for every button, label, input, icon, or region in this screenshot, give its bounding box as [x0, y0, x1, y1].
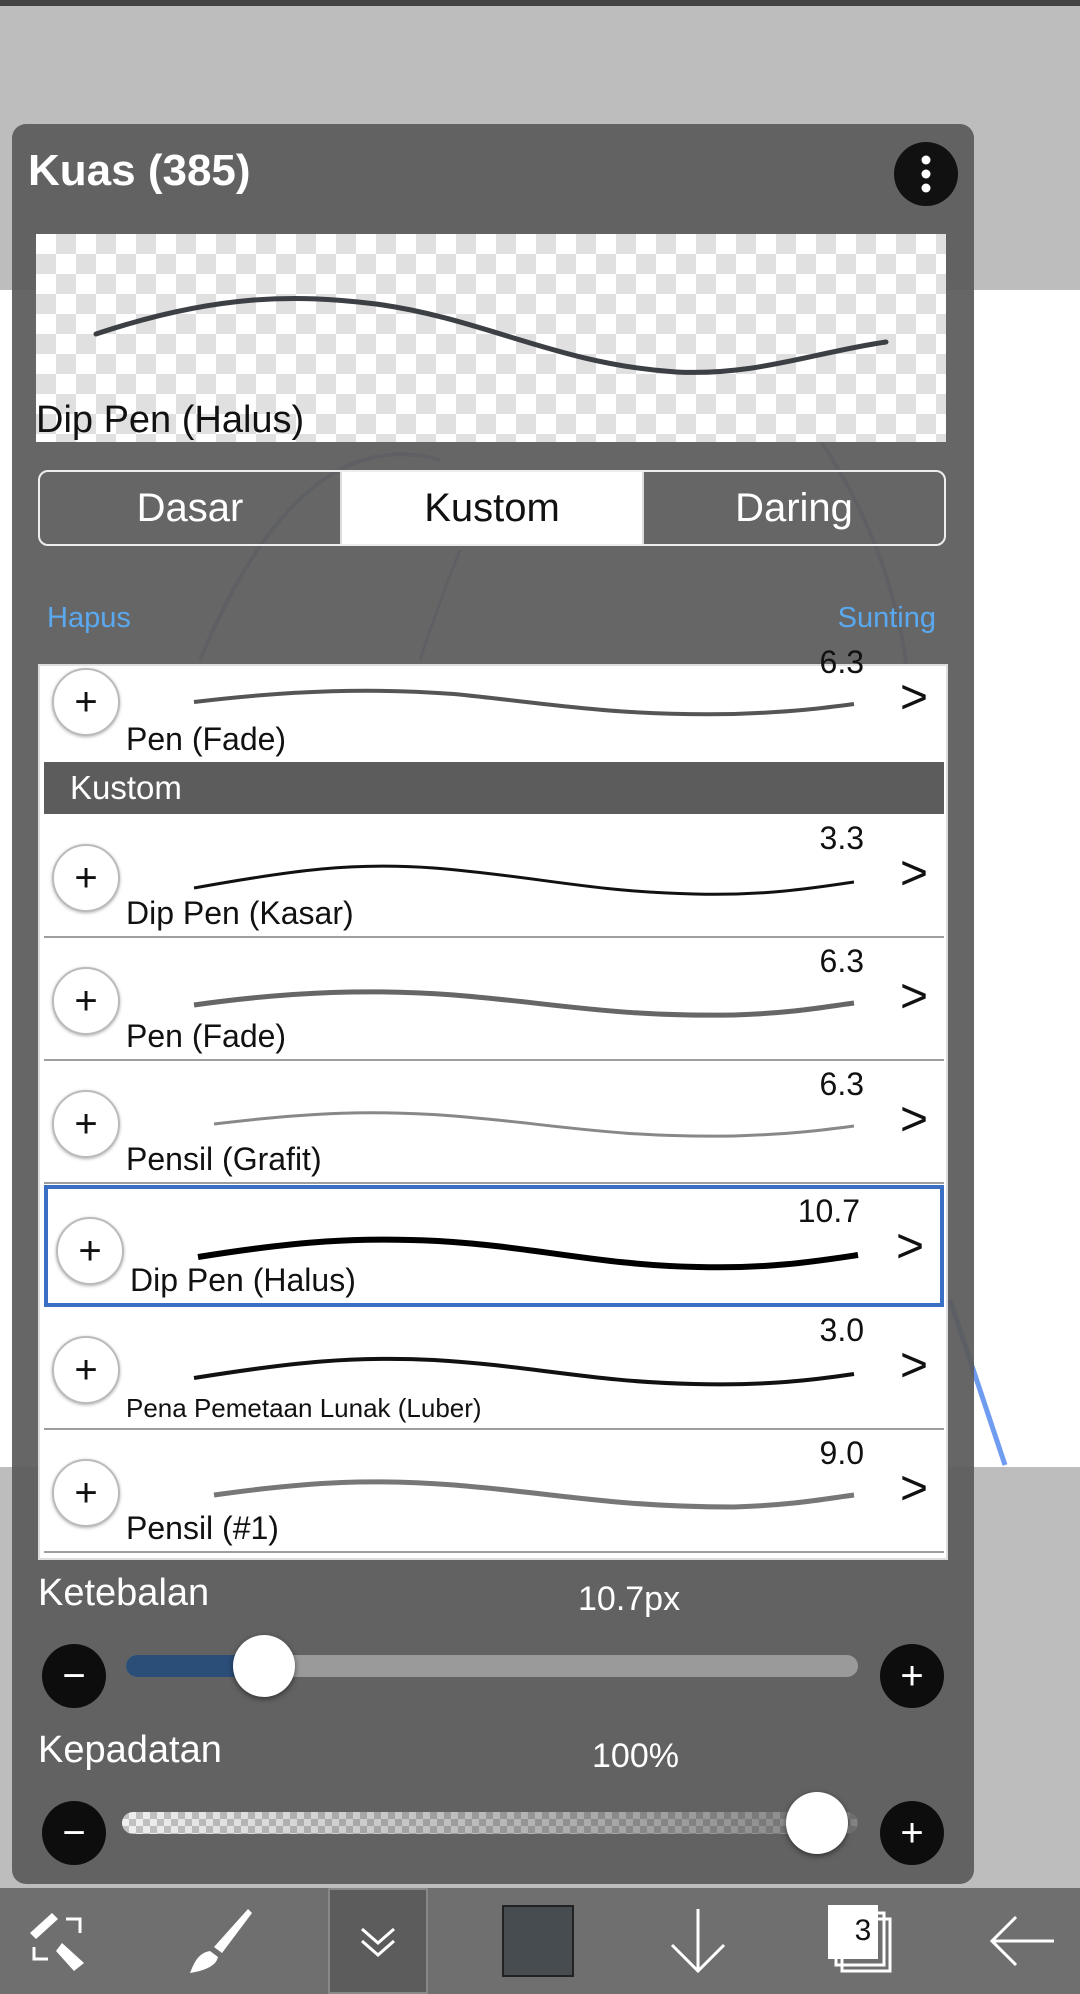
thickness-label: Ketebalan: [38, 1572, 210, 1614]
collapse-icon: [356, 1919, 400, 1963]
list-item[interactable]: [44, 939, 944, 1061]
chevron-right-icon[interactable]: >: [899, 671, 928, 724]
brush-size: 6.3: [819, 1066, 864, 1102]
add-icon[interactable]: +: [52, 668, 120, 736]
panel-title: Kuas (385): [28, 146, 251, 195]
add-icon[interactable]: +: [52, 967, 120, 1035]
chevron-right-icon[interactable]: >: [899, 1339, 928, 1392]
list-item[interactable]: [44, 816, 944, 938]
chevron-right-icon[interactable]: >: [895, 1220, 924, 1273]
section-header: Kustom: [44, 762, 944, 814]
thickness-value: 10.7px: [578, 1580, 681, 1618]
brush-tool-button[interactable]: [168, 1888, 268, 1994]
preview-brush-name: Dip Pen (Halus): [36, 399, 305, 441]
list-item[interactable]: [44, 1062, 944, 1184]
tab-daring[interactable]: Daring: [642, 472, 944, 544]
brush-size: 3.3: [819, 820, 864, 856]
add-icon[interactable]: +: [56, 1217, 124, 1285]
brush-name: Dip Pen (Kasar): [126, 895, 354, 931]
brush-size: 9.0: [819, 1435, 864, 1471]
add-icon[interactable]: +: [52, 1459, 120, 1527]
color-swatch: [502, 1905, 574, 1977]
list-item[interactable]: [44, 1308, 944, 1430]
brush-icon: [178, 1901, 258, 1981]
color-button[interactable]: [488, 1888, 588, 1994]
more-options-button[interactable]: [894, 142, 958, 206]
layer-count: 3: [854, 1914, 872, 1947]
brush-size: 6.3: [819, 644, 864, 680]
add-icon[interactable]: +: [52, 1336, 120, 1404]
back-arrow-icon: [982, 1901, 1062, 1981]
delete-link[interactable]: Hapus: [47, 602, 131, 634]
brush-name: Pen (Fade): [126, 1018, 287, 1054]
chevron-right-icon[interactable]: >: [899, 970, 928, 1023]
density-value: 100%: [592, 1737, 679, 1775]
more-vertical-icon: [921, 155, 931, 193]
brush-name: Pensil (Grafit): [126, 1141, 322, 1177]
collapse-button[interactable]: [328, 1888, 428, 1994]
arrow-down-icon: [658, 1901, 738, 1981]
tab-kustom[interactable]: Kustom: [340, 472, 642, 544]
add-icon[interactable]: +: [52, 844, 120, 912]
chevron-right-icon[interactable]: >: [899, 1093, 928, 1146]
brush-name: Pen (Fade): [126, 721, 287, 757]
transform-tool-button[interactable]: [8, 1888, 108, 1994]
tab-dasar[interactable]: Dasar: [136, 485, 244, 530]
transform-tool-icon: [22, 1905, 94, 1977]
list-item[interactable]: [44, 640, 944, 762]
edit-link[interactable]: Sunting: [837, 602, 936, 634]
chevron-right-icon[interactable]: >: [899, 847, 928, 900]
list-item-selected[interactable]: [44, 1185, 944, 1307]
list-item[interactable]: [44, 1431, 944, 1553]
brush-size: 3.0: [819, 1312, 864, 1348]
density-slider-track[interactable]: [122, 1812, 858, 1834]
density-increase-button[interactable]: +: [880, 1801, 944, 1865]
density-label: Kepadatan: [38, 1729, 222, 1771]
brush-size: 6.3: [819, 943, 864, 979]
brush-name: Pena Pemetaan Lunak (Luber): [126, 1393, 482, 1423]
brush-category-tabs: [38, 470, 946, 546]
back-button[interactable]: [972, 1888, 1072, 1994]
bottom-toolbar: [0, 1888, 1080, 1994]
layers-button[interactable]: [810, 1888, 910, 1994]
preview-stroke: [36, 234, 946, 394]
brush-preview: [36, 234, 946, 442]
add-icon[interactable]: +: [52, 1090, 120, 1158]
density-slider-thumb[interactable]: [786, 1792, 848, 1854]
brush-stroke-icon: [174, 1340, 854, 1400]
brush-list: [38, 644, 948, 1560]
brush-name: Dip Pen (Halus): [130, 1262, 356, 1298]
brush-name: Pensil (#1): [126, 1510, 279, 1546]
density-decrease-button[interactable]: −: [42, 1801, 106, 1865]
brush-panel: [12, 124, 974, 1884]
move-down-button[interactable]: [648, 1888, 748, 1994]
thickness-slider-thumb[interactable]: [233, 1635, 295, 1697]
thickness-decrease-button[interactable]: −: [42, 1644, 106, 1708]
thickness-increase-button[interactable]: +: [880, 1644, 944, 1708]
brush-size: 10.7: [797, 1193, 860, 1229]
chevron-right-icon[interactable]: >: [899, 1462, 928, 1515]
